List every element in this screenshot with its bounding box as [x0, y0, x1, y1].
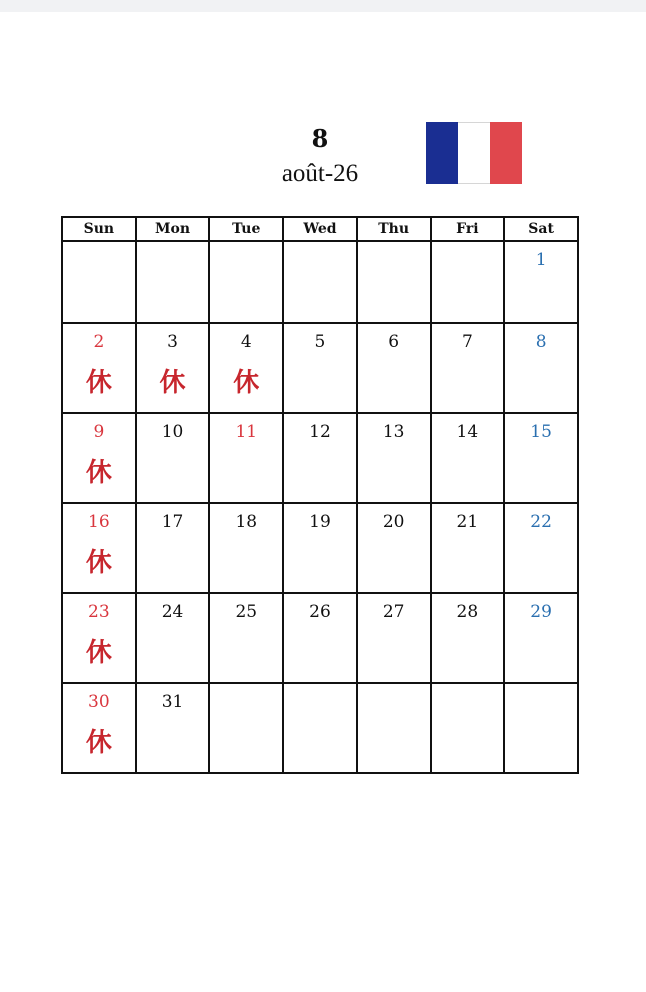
day-number: 2 — [93, 332, 105, 352]
day-cell — [357, 413, 431, 503]
day-number: 3 — [167, 332, 178, 352]
holiday-mark: 休 — [85, 458, 112, 488]
day-cell — [431, 683, 505, 773]
day-cell — [62, 683, 136, 773]
day-number: 18 — [235, 512, 258, 532]
day-cell — [357, 593, 431, 683]
weekday-header: Thu — [357, 217, 431, 241]
week-row — [62, 593, 578, 683]
day-cell — [136, 593, 210, 683]
day-cell — [283, 323, 357, 413]
day-number: 6 — [388, 332, 400, 352]
day-number: 9 — [93, 422, 105, 442]
day-cell — [62, 241, 136, 323]
day-cell — [504, 323, 578, 413]
day-number: 27 — [382, 602, 405, 622]
day-cell — [283, 593, 357, 683]
day-cell — [504, 503, 578, 593]
weekday-header: Sat — [504, 217, 578, 241]
weekday-header-row — [62, 217, 578, 241]
day-cell — [209, 683, 283, 773]
day-number: 17 — [161, 512, 184, 532]
day-number: 21 — [456, 512, 479, 532]
day-cell — [62, 413, 136, 503]
day-cell — [357, 323, 431, 413]
day-cell — [209, 413, 283, 503]
calendar-grid — [61, 216, 579, 774]
day-number: 24 — [161, 602, 184, 622]
weekday-header: Fri — [431, 217, 505, 241]
day-number: 31 — [161, 692, 184, 712]
day-cell — [283, 413, 357, 503]
day-cell — [209, 323, 283, 413]
day-cell — [431, 503, 505, 593]
day-number: 4 — [240, 332, 252, 352]
france-flag-icon — [426, 122, 522, 184]
day-cell — [504, 683, 578, 773]
day-number: 29 — [530, 602, 552, 622]
day-cell — [504, 593, 578, 683]
weekday-header: Sun — [62, 217, 136, 241]
weekday-header: Wed — [283, 217, 357, 241]
day-number: 14 — [456, 422, 479, 442]
day-number: 15 — [530, 422, 552, 442]
day-number: 28 — [456, 602, 479, 622]
day-number: 22 — [530, 512, 552, 532]
week-row — [62, 323, 578, 413]
weekday-header: Mon — [136, 217, 210, 241]
flag-blue-stripe — [426, 122, 458, 184]
holiday-mark: 休 — [85, 548, 112, 578]
day-number: 5 — [314, 332, 326, 352]
day-cell — [504, 241, 578, 323]
day-cell — [62, 503, 136, 593]
day-cell — [283, 503, 357, 593]
day-number: 12 — [309, 422, 331, 442]
holiday-mark: 休 — [85, 368, 112, 398]
holiday-mark: 休 — [159, 368, 186, 398]
day-cell — [136, 683, 210, 773]
flag-red-stripe — [490, 122, 522, 184]
day-number: 25 — [235, 602, 258, 622]
day-cell — [62, 593, 136, 683]
day-number: 7 — [461, 332, 473, 352]
month-label: août-26 — [281, 160, 359, 187]
day-cell — [431, 593, 505, 683]
weekday-header: Tue — [209, 217, 283, 241]
day-number: 20 — [382, 512, 405, 532]
week-row — [62, 241, 578, 323]
month-number: 8 — [311, 124, 329, 153]
day-number: 8 — [535, 332, 547, 352]
day-cell — [209, 241, 283, 323]
day-number: 1 — [535, 250, 547, 270]
day-cell — [62, 323, 136, 413]
day-cell — [504, 413, 578, 503]
week-row — [62, 503, 578, 593]
day-number: 30 — [88, 692, 110, 712]
day-cell — [357, 241, 431, 323]
day-number: 10 — [161, 422, 184, 442]
day-cell — [136, 413, 210, 503]
flag-white-stripe — [458, 122, 490, 184]
day-cell — [209, 593, 283, 683]
holiday-mark: 休 — [233, 368, 260, 398]
day-cell — [209, 503, 283, 593]
day-number: 26 — [309, 602, 331, 622]
holiday-mark: 休 — [85, 638, 112, 668]
day-cell — [357, 503, 431, 593]
day-cell — [357, 683, 431, 773]
day-number: 19 — [309, 512, 331, 532]
top-bar — [0, 0, 646, 12]
day-number: 16 — [88, 512, 110, 532]
day-number: 11 — [235, 422, 258, 442]
day-number: 23 — [88, 602, 110, 622]
day-cell — [431, 323, 505, 413]
day-cell — [283, 241, 357, 323]
week-row — [62, 413, 578, 503]
week-row — [62, 683, 578, 773]
holiday-mark: 休 — [85, 728, 112, 758]
day-cell — [431, 241, 505, 323]
day-cell — [283, 683, 357, 773]
day-cell — [136, 241, 210, 323]
day-cell — [431, 413, 505, 503]
day-number: 13 — [382, 422, 405, 442]
day-cell — [136, 503, 210, 593]
day-cell — [136, 323, 210, 413]
